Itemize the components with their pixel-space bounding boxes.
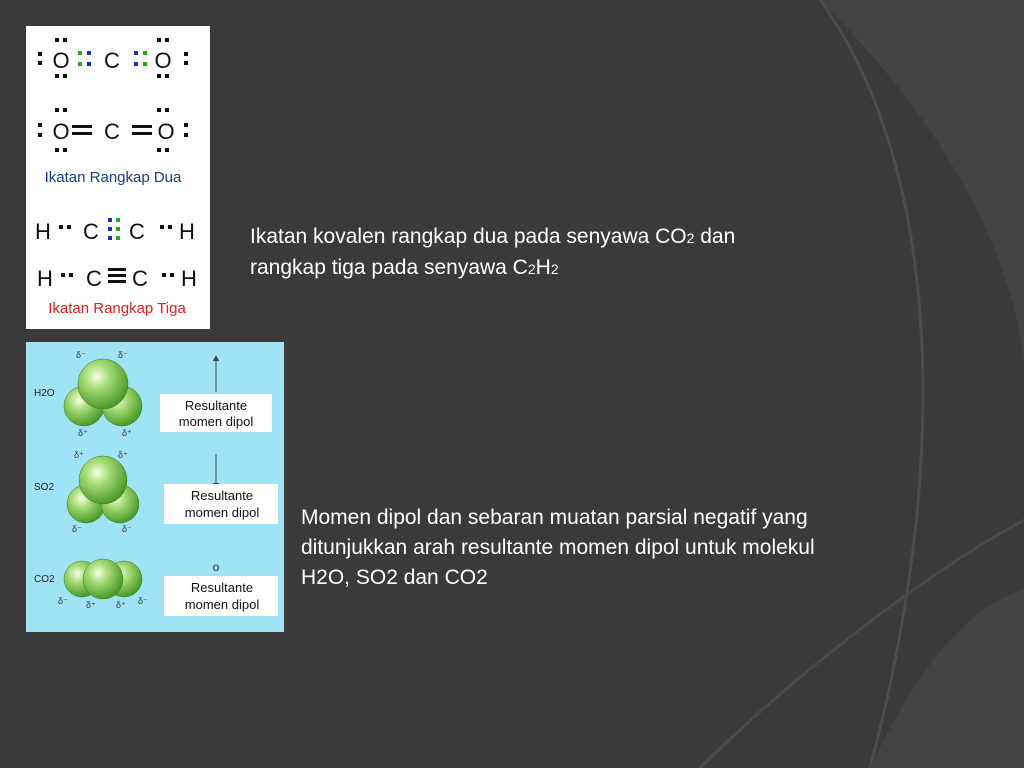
resultant-box-line2: momen dipol <box>184 505 260 520</box>
lewis-o-right-2: O <box>157 119 175 144</box>
double-bond-label: Ikatan Rangkap Dua <box>44 169 182 186</box>
delta-plus: δ⁺ <box>116 600 126 610</box>
caption1-text-d: H <box>535 256 551 279</box>
lewis-h-left-1: H <box>35 219 51 244</box>
delta-plus: δ⁺ <box>122 428 132 438</box>
lewis-c-2: C <box>104 119 120 144</box>
delta-minus: δ⁻ <box>72 524 82 534</box>
delta-minus: δ⁻ <box>58 596 68 606</box>
molecule-label-h2o: H2O <box>34 388 55 399</box>
lewis-c-1: C <box>104 48 120 73</box>
lewis-h-right-1: H <box>179 219 195 244</box>
resultant-box-line2: momen dipol <box>178 414 254 429</box>
lewis-structure-image <box>26 26 210 329</box>
caption1-text-c: rangkap tiga pada senyawa C <box>250 256 528 279</box>
caption2-line3: H2O, SO2 dan CO2 <box>301 566 488 589</box>
caption-dipole-moment <box>301 503 951 593</box>
delta-plus: δ⁺ <box>74 450 84 460</box>
so2-center-atom <box>79 456 127 504</box>
co2-center-atom <box>83 559 123 599</box>
delta-minus: δ⁻ <box>122 524 132 534</box>
caption2-line2: ditunjukkan arah resultante momen dipol untuk molekul <box>301 536 815 559</box>
delta-minus: δ⁻ <box>76 350 86 360</box>
caption1-subscript-a: 2 <box>686 230 695 246</box>
lewis-c-6: C <box>132 266 148 291</box>
caption1-text-a: Ikatan kovalen rangkap dua pada senyawa CO <box>250 225 687 248</box>
molecule-label-so2: SO2 <box>34 482 55 493</box>
delta-minus: δ⁻ <box>118 350 128 360</box>
resultant-box-line2: momen dipol <box>184 597 260 612</box>
lewis-h-right-2: H <box>181 266 197 291</box>
lewis-h-left-2: H <box>37 266 53 291</box>
lewis-c-5: C <box>86 266 102 291</box>
delta-plus: δ⁺ <box>118 450 128 460</box>
caption1-text-b: dan <box>694 225 736 248</box>
delta-minus: δ⁻ <box>138 596 148 606</box>
lewis-o-left-2: O <box>52 119 70 144</box>
lewis-c-3: C <box>83 219 99 244</box>
resultant-box-line1: Resultante <box>190 580 254 595</box>
caption2-line1: Momen dipol dan sebaran muatan parsial negatif yang <box>301 506 808 529</box>
molecule-label-co2: CO2 <box>34 574 55 585</box>
lewis-o-left-1: O <box>52 48 70 73</box>
zero-dipole-symbol: o <box>212 560 220 574</box>
caption1-subscript-c: 2 <box>550 261 559 277</box>
resultant-box-line1: Resultante <box>190 488 254 503</box>
h2o-center-atom <box>78 359 128 409</box>
caption-covalent-bonds <box>250 222 850 284</box>
dipole-moment-image <box>26 342 284 632</box>
lewis-o-right-1: O <box>154 48 172 73</box>
lewis-c-4: C <box>129 219 145 244</box>
delta-plus: δ⁺ <box>86 600 96 610</box>
caption1-subscript-b: 2 <box>527 261 536 277</box>
triple-bond-label: Ikatan Rangkap Tiga <box>48 300 186 317</box>
resultant-box-line1: Resultante <box>184 398 248 413</box>
delta-plus: δ⁺ <box>78 428 88 438</box>
